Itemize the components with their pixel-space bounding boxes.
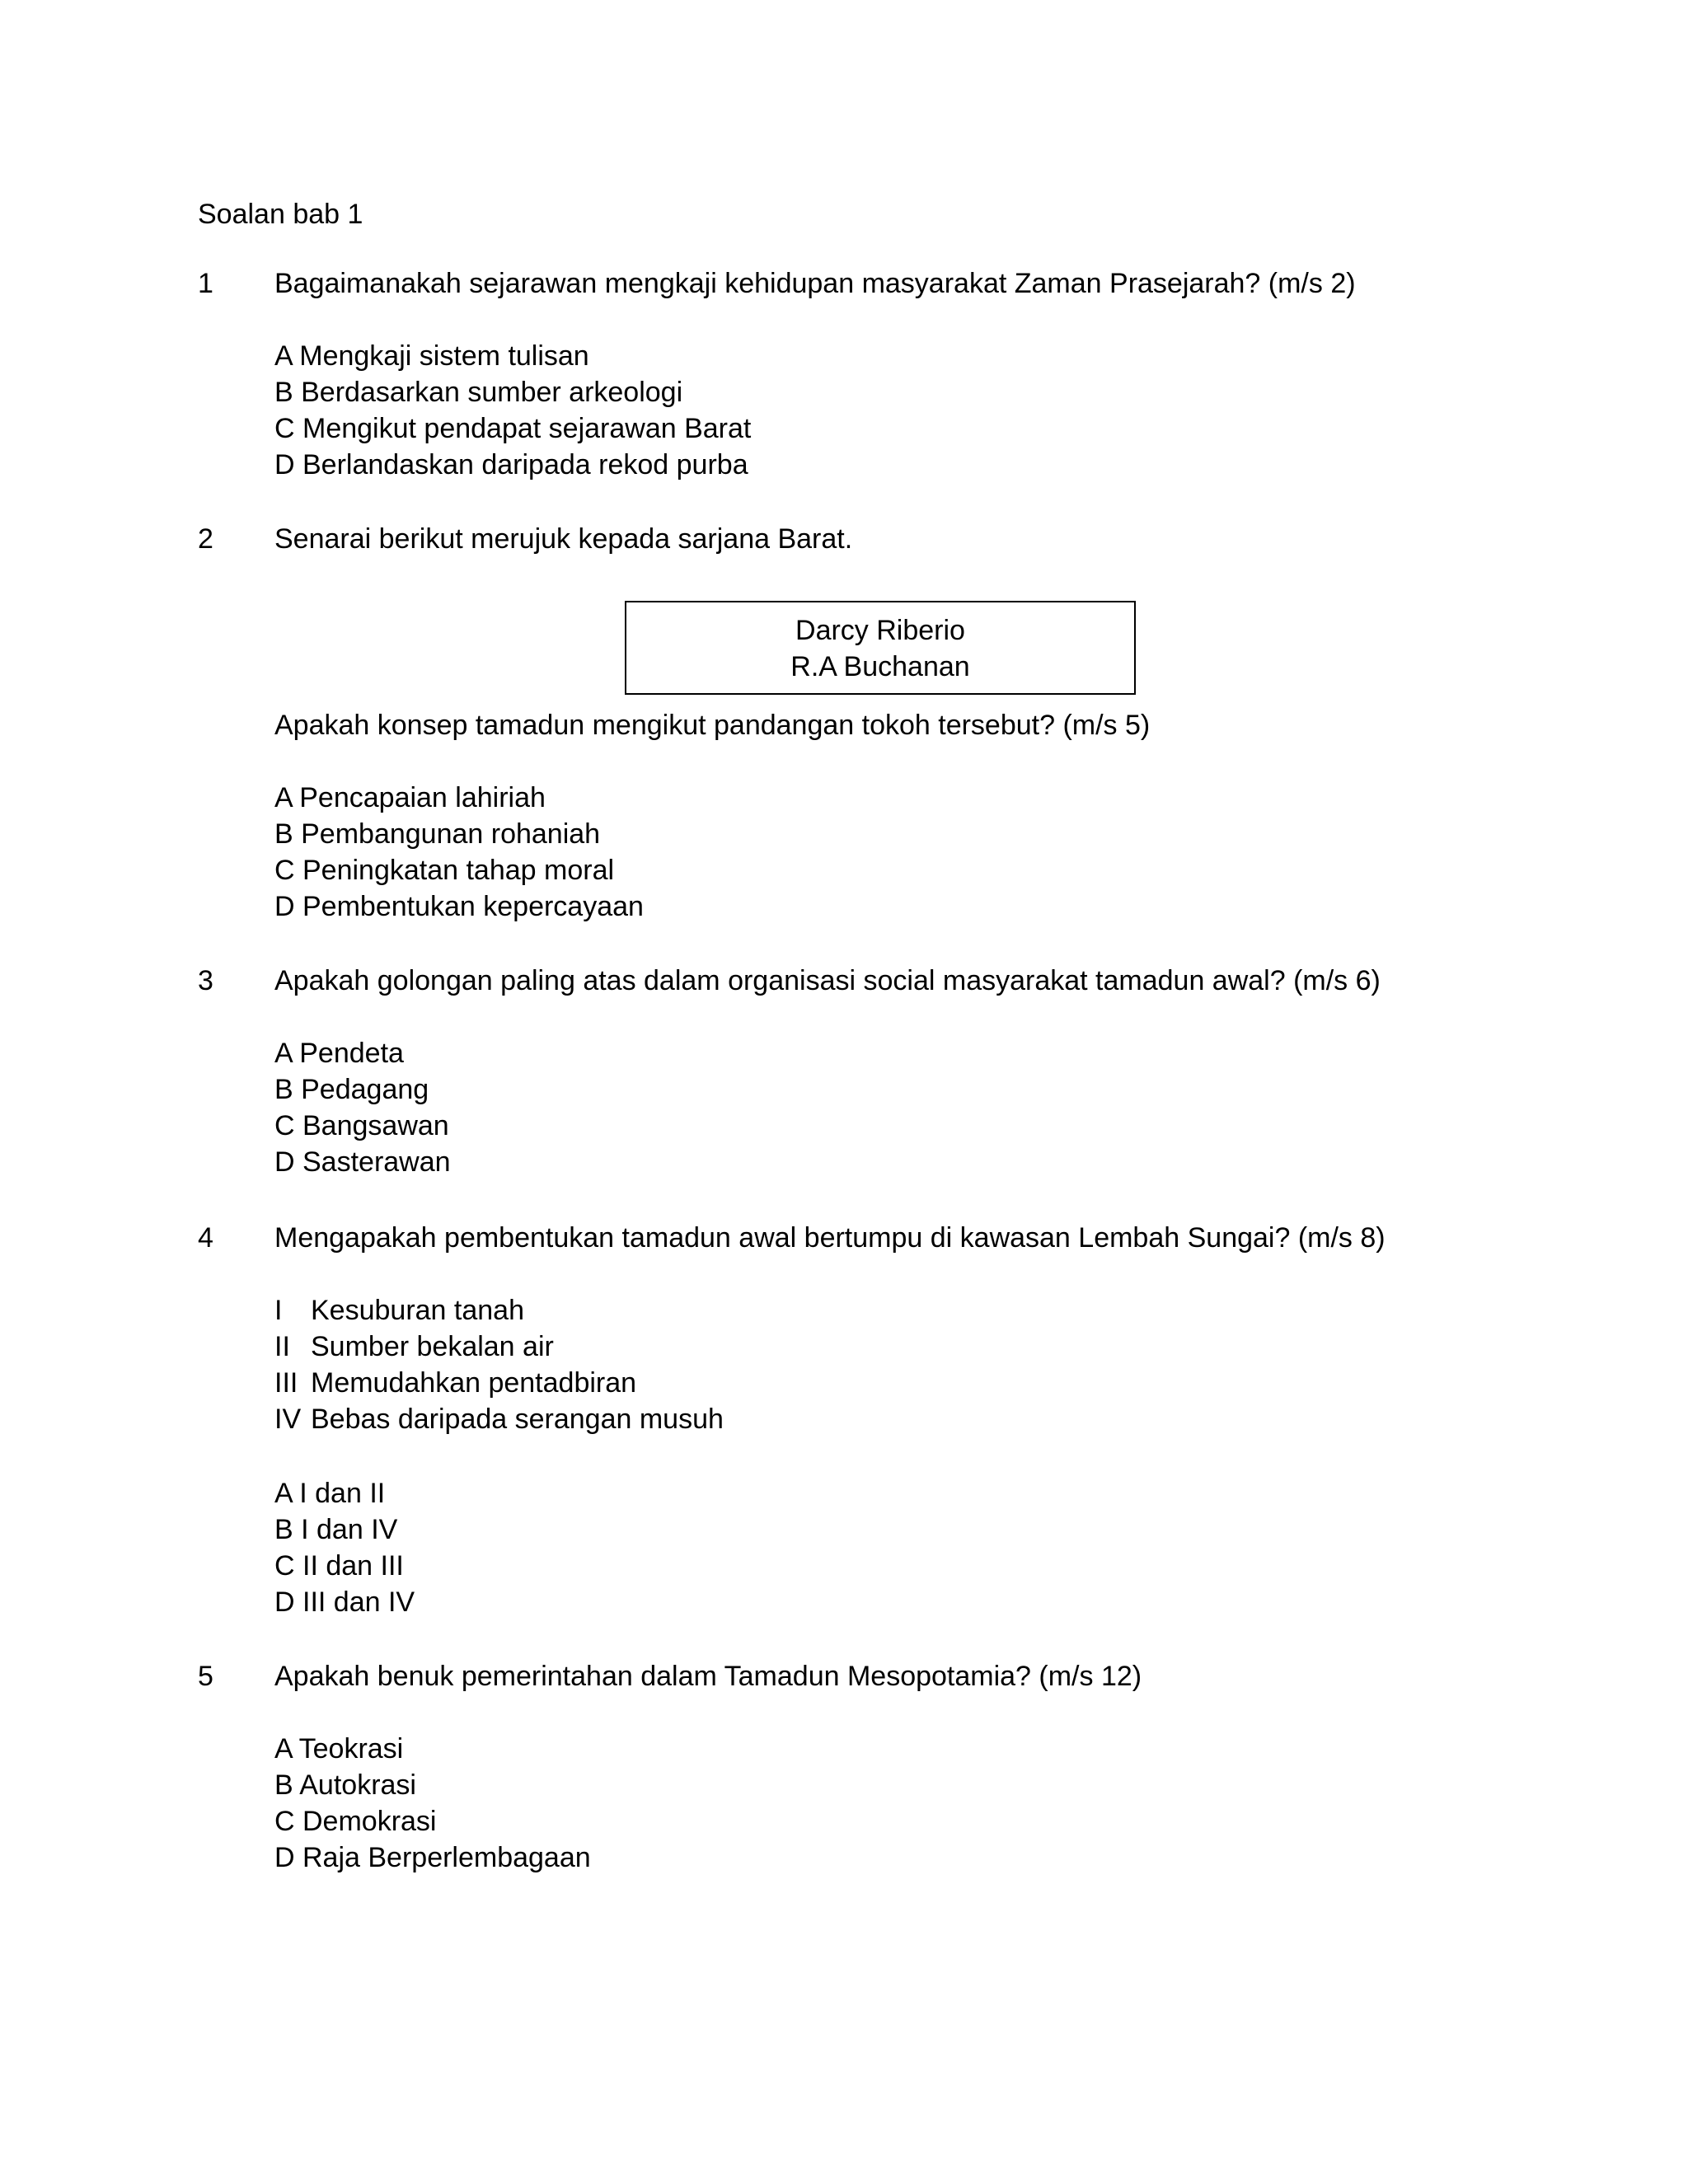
statement-text: Sumber bekalan air: [311, 1331, 554, 1362]
question-1-option-a: A Mengkaji sistem tulisan: [274, 340, 589, 372]
question-4-option-a: A I dan II: [274, 1478, 386, 1509]
page-title: Soalan bab 1: [198, 199, 363, 230]
question-4-option-b: B I dan IV: [274, 1514, 398, 1545]
question-2-number: 2: [198, 523, 213, 555]
question-4-statement-1: [274, 1292, 524, 1329]
question-2-option-b: B Pembangunan rohaniah: [274, 818, 601, 850]
question-3-option-c: C Bangsawan: [274, 1110, 449, 1141]
statement-text: Kesuburan tanah: [311, 1295, 524, 1326]
statement-numeral: II: [274, 1331, 290, 1362]
question-4-number: 4: [198, 1222, 213, 1254]
statement-text: Bebas daripada serangan musuh: [311, 1404, 724, 1435]
question-2-option-a: A Pencapaian lahiriah: [274, 782, 546, 813]
question-4-statement-3: [274, 1365, 636, 1401]
scholars-box: [625, 601, 1136, 695]
question-1-number: 1: [198, 268, 213, 299]
question-4-statement-4: [274, 1401, 724, 1437]
scholar-name-2: R.A Buchanan: [790, 651, 970, 682]
question-4-option-d: D III dan IV: [274, 1586, 415, 1618]
question-4-text: Mengapakah pembentukan tamadun awal bertumpu di kawasan Lembah Sungai? (m/s 8): [274, 1222, 1386, 1254]
question-1-option-b: B Berdasarkan sumber arkeologi: [274, 377, 683, 408]
question-3-option-b: B Pedagang: [274, 1074, 429, 1105]
question-2-option-d: D Pembentukan kepercayaan: [274, 891, 644, 922]
question-3-option-d: D Sasterawan: [274, 1146, 451, 1178]
statement-numeral: III: [274, 1367, 298, 1399]
scholar-name-1: Darcy Riberio: [795, 615, 965, 646]
question-3-option-a: A Pendeta: [274, 1038, 404, 1069]
statement-numeral: IV: [274, 1404, 302, 1435]
question-4-statement-2: [274, 1329, 554, 1365]
question-5-option-a: A Teokrasi: [274, 1733, 404, 1765]
question-1-option-d: D Berlandaskan daripada rekod purba: [274, 449, 748, 480]
question-3-text: Apakah golongan paling atas dalam organisasi social masyarakat tamadun awal? (m/s 6): [274, 965, 1381, 996]
question-5-option-d: D Raja Berperlembagaan: [274, 1842, 591, 1873]
question-5-option-b: B Autokrasi: [274, 1769, 416, 1801]
question-1-text: Bagaimanakah sejarawan mengkaji kehidupan masyarakat Zaman Prasejarah? (m/s 2): [274, 268, 1356, 299]
statement-numeral: I: [274, 1295, 283, 1326]
question-2-followup: Apakah konsep tamadun mengikut pandangan tokoh tersebut? (m/s 5): [274, 710, 1151, 741]
question-5-text: Apakah benuk pemerintahan dalam Tamadun Mesopotamia? (m/s 12): [274, 1661, 1142, 1692]
question-3-number: 3: [198, 965, 213, 996]
question-4-option-c: C II dan III: [274, 1550, 404, 1582]
question-1-option-c: C Mengikut pendapat sejarawan Barat: [274, 413, 752, 444]
question-5-number: 5: [198, 1661, 213, 1692]
statement-text: Memudahkan pentadbiran: [311, 1367, 637, 1399]
question-5-option-c: C Demokrasi: [274, 1806, 437, 1837]
question-2-text: Senarai berikut merujuk kepada sarjana Barat.: [274, 523, 853, 555]
question-2-option-c: C Peningkatan tahap moral: [274, 855, 615, 886]
